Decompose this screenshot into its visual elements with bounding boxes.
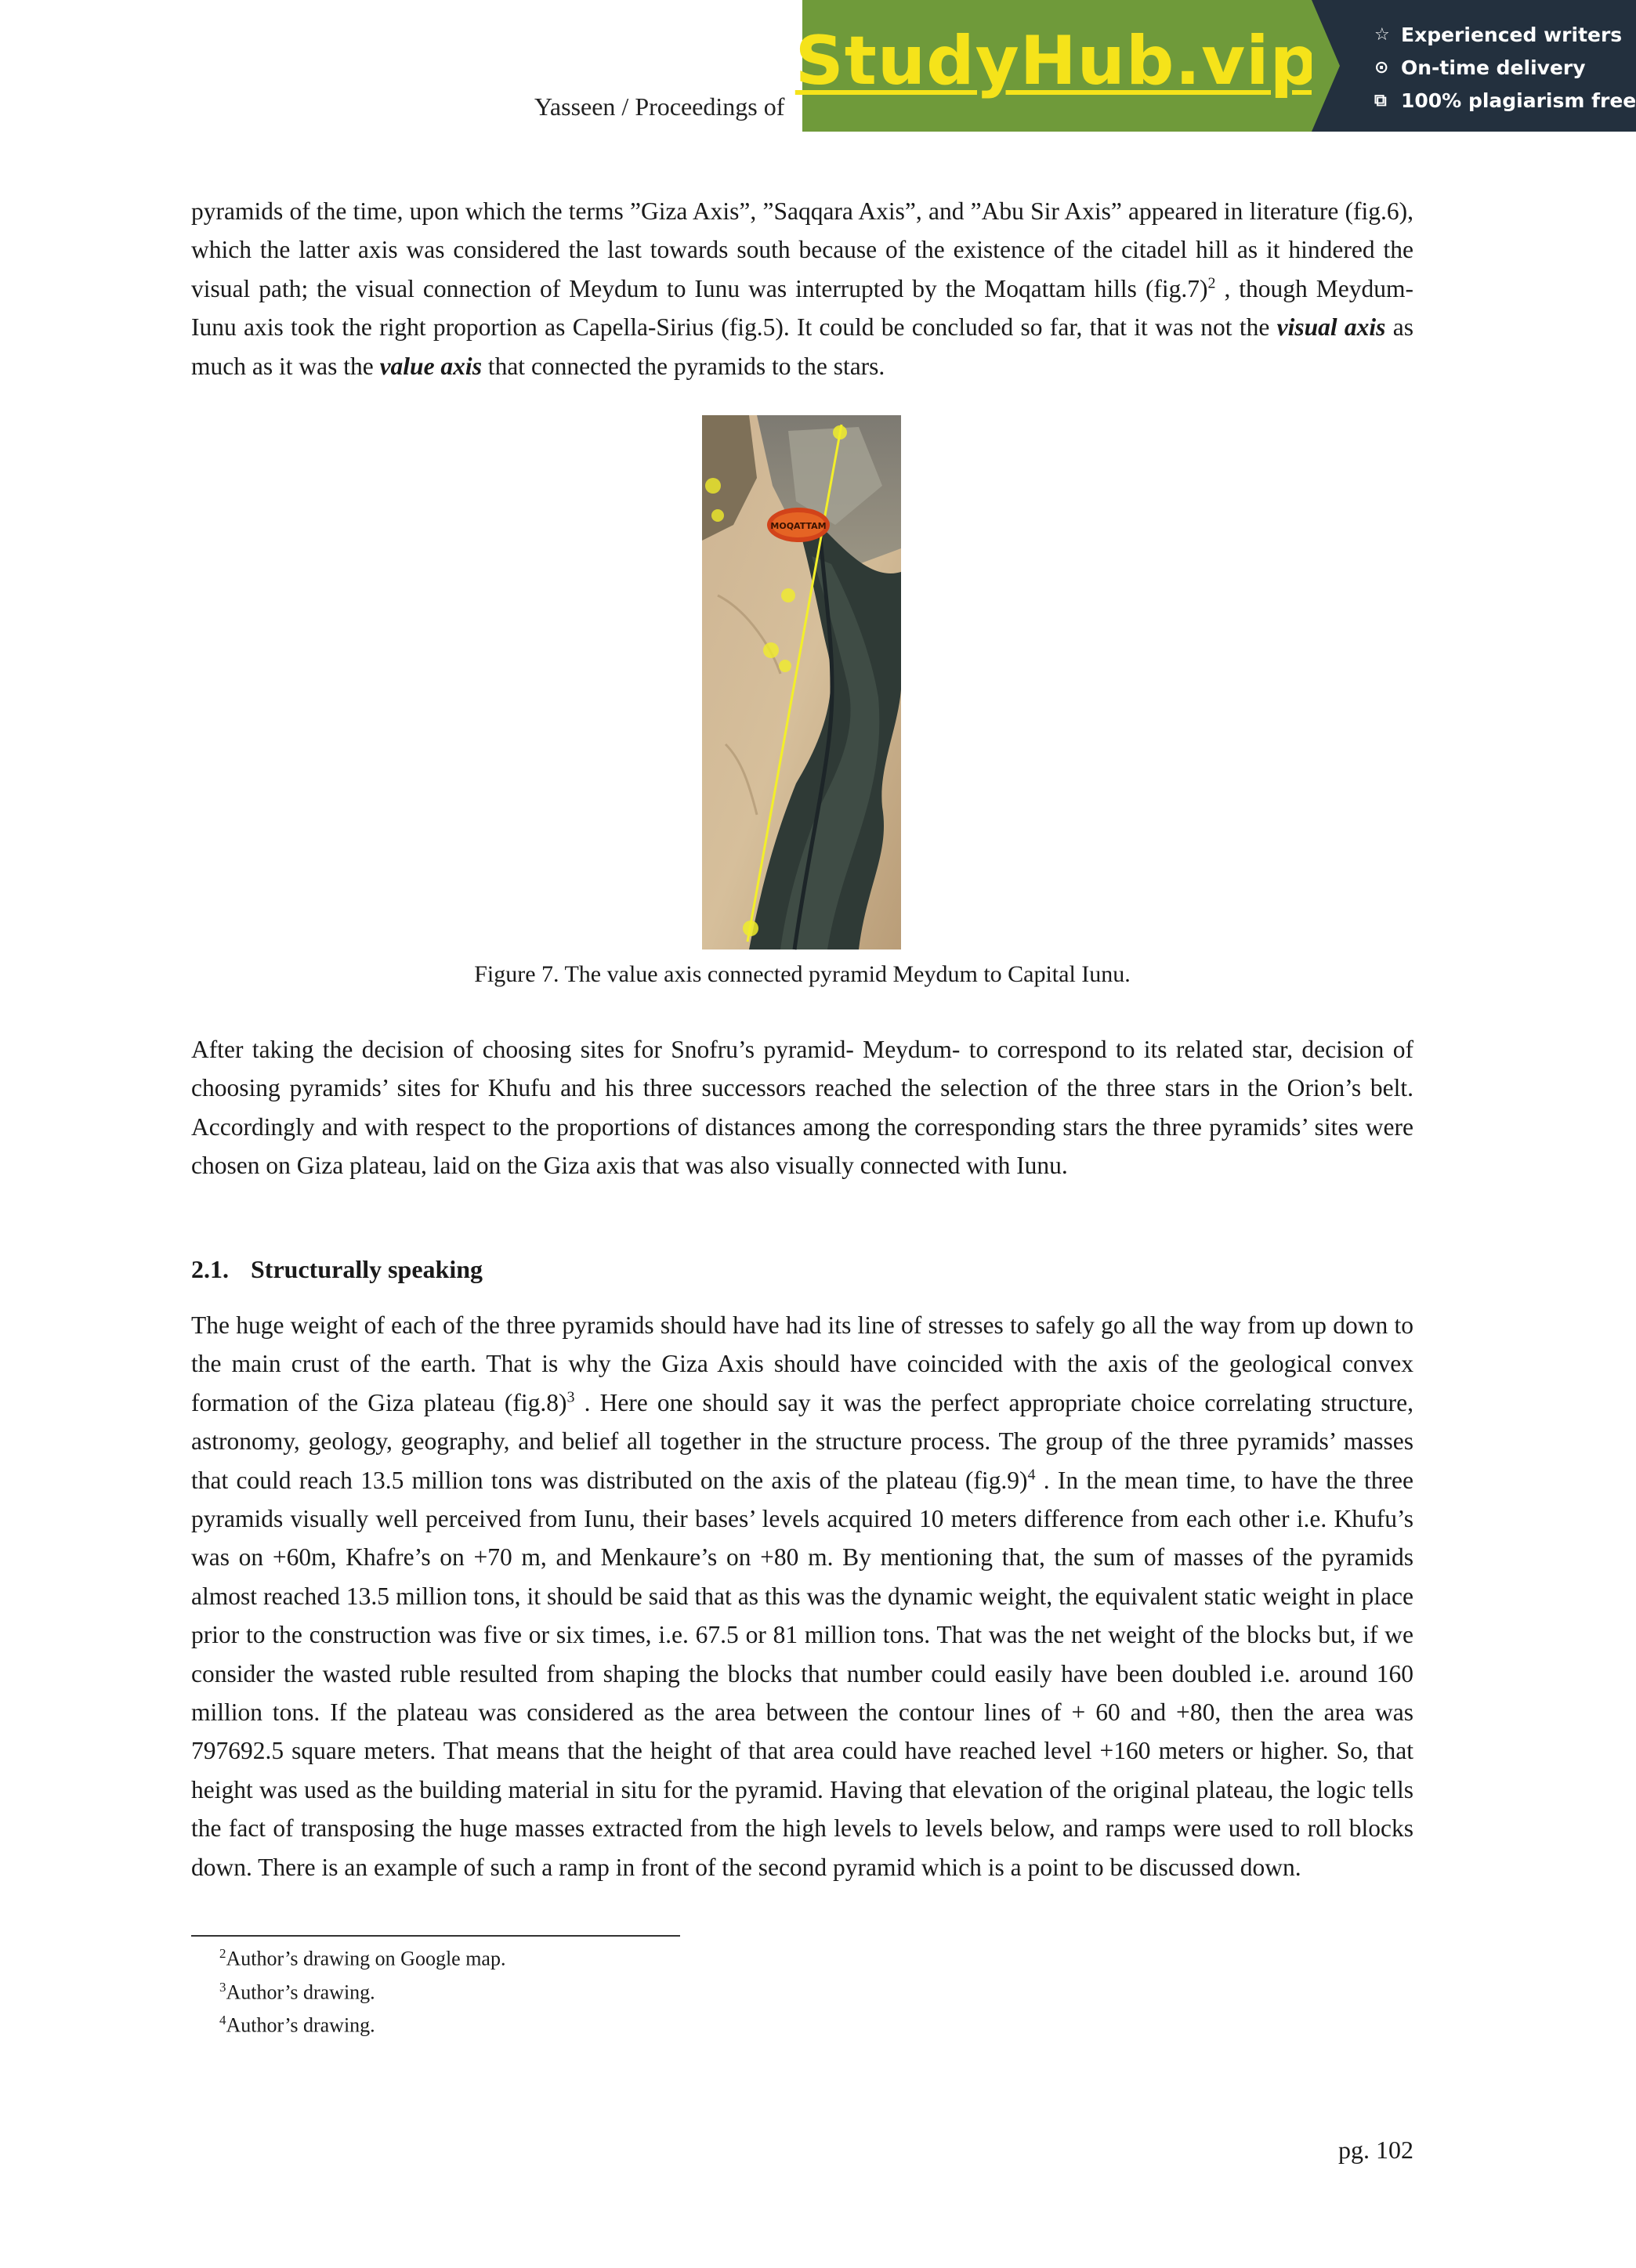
- section-heading: [191, 1250, 483, 1288]
- ad-feature-item: ⧉ 100% plagiarism free: [1374, 85, 1636, 118]
- star-icon: ☆: [1374, 25, 1390, 45]
- satellite-map-image: [702, 415, 901, 950]
- ad-brand-panel[interactable]: [794, 0, 1319, 132]
- section-title: Structurally speaking: [251, 1255, 483, 1283]
- footnote-ref[interactable]: 3: [566, 1388, 575, 1406]
- body-paragraph: The huge weight of each of the three pyramids should have had its line of stresses to safely go all the way from up down to the main crust of the earth. That is why the Giza Axis should have coincided with the axis of the geological convex formation of the Giza plateau $(fig.8)^3$ . Here one should say it was the perfect appropriate choice correlating structure, astronomy, geology, geography, and belief all together in the structure process. The group of the three pyramids’ masses that could reach 13.5 million tons was distributed on the axis of the plateau $(fig.9)^4$ . In the mean time, to have the three pyramids visually well perceived from Iunu, their bases’ levels acquired 10 meters difference from each other i.e. Khufu’s was on +60m, Khafre’s on +70 m, and Menkaure’s on +80 m. By mentioning that, the sum of masses of the pyramids almost reached 13.5 million tons, it should be said that as this was the dynamic weight, the equivalent static weight in place prior to the construction was five or six times, i.e. 67.5 or 81 million tons. That was the net weight of the blocks but, if we consider the wasted ruble resulted from shaping the blocks that number could easily have been doubled i.e. around 160 million tons. If the plateau was considered as the area between the contour lines of + 60 and +80, then the area was 797692.5 square meters. That means that the height of that area could have reached level +160 meters or higher. So, that height was used as the building material in situ for the pyramid. Having that elevation of the original plateau, the logic tells the fact of transposing the huge masses extracted from the high levels to levels below, and ramps were used to roll blocks down. There is an example of such a ramp in front of the second pyramid which is a point to be discussed down.: [191, 1311, 1413, 1881]
- footnote-item: $^4$Author’s drawing.: [219, 2013, 375, 2037]
- body-paragraph: After taking the decision of choosing sites for Snofru’s pyramid- Meydum- to correspond to its related star, decision of choosing pyramids’ sites for Khufu and his three successors reached the selection of the three stars in the Orion’s belt. Accordingly and with respect to the proportions of distances among the corresponding stars the three pyramids’ sites were chosen on Giza plateau, laid on the Giza axis that was also visually connected with Iunu.: [191, 1036, 1413, 1180]
- running-head: Yasseen / Proceedings of: [534, 92, 785, 121]
- ad-features: [1312, 0, 1636, 132]
- footnote-item: $^3$Author’s drawing.: [219, 1979, 375, 2004]
- ad-feature-item: ☆ Experienced writers: [1374, 19, 1636, 52]
- ad-banner[interactable]: [794, 0, 1636, 132]
- ad-feature-item: ⊙ On-time delivery: [1374, 52, 1636, 85]
- footnote-item: $^2$Author’s drawing on Google map.: [219, 1946, 506, 1970]
- clock-icon: ⊙: [1374, 58, 1389, 78]
- body-paragraph: pyramids of the time, upon which the terms ”Giza Axis”, ”Saqqara Axis”, and ”Abu Sir Axis” appeared in literature (fig.6), which the latter axis was considered the last towards south because of the existence of the citadel hill as it hindered the visual path; the visual connection of Meydum to Iunu was interrupted by the Moqattam hills $(fig.7)^2$ , though Meydum-Iunu axis took the right proportion as Capella-Sirius (fig.5). It could be concluded so far, that it was not the visual axis as much as it was the value axis that connected the pyramids to the stars.: [191, 197, 1413, 380]
- footnotes: [219, 1940, 505, 2040]
- footnote-ref[interactable]: 4: [1027, 1466, 1036, 1484]
- page-number: pg. 102: [1338, 2136, 1413, 2164]
- footnote-ref[interactable]: 2: [1207, 274, 1216, 292]
- ad-brand-logo: StudyHub.vip: [794, 22, 1319, 100]
- copy-icon: ⧉: [1374, 91, 1387, 110]
- figure-satellite-map: [702, 415, 901, 950]
- figure-caption: Figure 7. The value axis connected pyramid Meydum to Capital Iunu.: [474, 961, 1131, 987]
- footnote-divider: [191, 1935, 680, 1937]
- moqattam-label: MOQATTAM: [770, 521, 827, 531]
- section-number: 2.1.: [191, 1255, 229, 1283]
